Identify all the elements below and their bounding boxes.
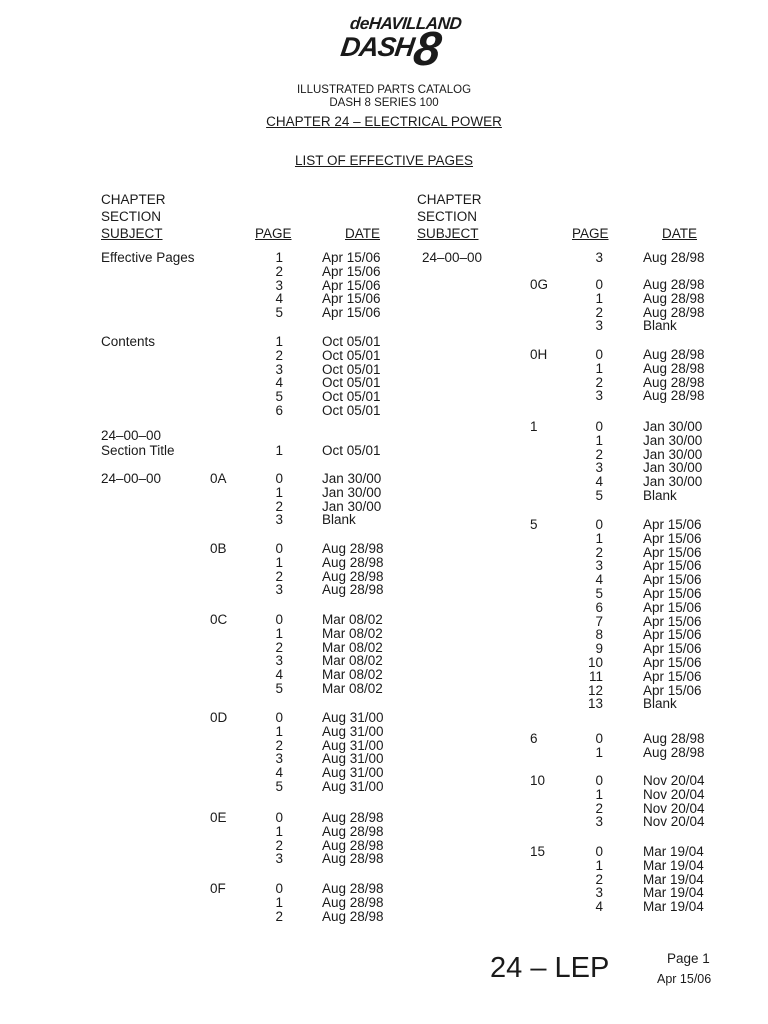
subject-label: 24–00–00 (422, 250, 483, 265)
page-date: Apr 15/06 (643, 613, 702, 629)
page-date: Aug 28/98 (322, 810, 384, 825)
header-page: PAGE (572, 226, 609, 241)
page-number: 0 (595, 773, 603, 788)
page-number: 0 (275, 881, 283, 896)
page-date: Mar 08/02 (322, 681, 383, 696)
section-label: 0A (210, 471, 227, 486)
page-date: Apr 15/06 (322, 277, 381, 293)
page-number: 6 (595, 599, 603, 615)
page-number: 13 (587, 696, 603, 712)
page-number: 4 (595, 572, 603, 588)
page-date: Mar 08/02 (322, 612, 383, 627)
page-date: Aug 31/00 (322, 779, 384, 794)
right-header-date-wrap (662, 225, 697, 242)
page-number: 5 (275, 779, 283, 794)
page-date: Aug 31/00 (322, 737, 384, 753)
catalog-title: ILLUSTRATED PARTS CATALOG (296, 84, 472, 96)
logo-model-text: DASH (338, 32, 416, 62)
page-date: Apr 15/06 (643, 655, 702, 670)
subject-label: 24–00–00 (101, 428, 162, 443)
subject-label: Effective Pages (101, 250, 195, 265)
page-date: Jan 30/00 (643, 419, 703, 434)
page-number: 7 (595, 613, 603, 629)
header-subject: SUBJECT (417, 226, 479, 241)
subject-label: 24–00–00 (101, 471, 162, 486)
page-date: Aug 31/00 (322, 723, 384, 739)
page-date: Mar 19/04 (643, 885, 704, 901)
page-number: 2 (275, 347, 283, 363)
header-date: DATE (345, 226, 381, 241)
page-date: Aug 31/00 (322, 710, 384, 725)
page-date: Oct 05/01 (322, 361, 381, 377)
page-number: 3 (275, 361, 283, 377)
page-date: Apr 15/06 (643, 627, 702, 643)
page-number: 3 (275, 851, 283, 867)
page-date: Aug 28/98 (643, 277, 705, 292)
page-date: Oct 05/01 (322, 375, 381, 391)
section-label: 0D (210, 710, 228, 725)
page-number: 3 (275, 512, 283, 528)
page-number: 12 (587, 682, 603, 698)
page-number: 1 (595, 360, 603, 376)
page-number: 2 (595, 374, 603, 390)
page-date: Jan 30/00 (643, 446, 703, 462)
page-number: 5 (275, 305, 283, 321)
page-date: Aug 28/98 (643, 731, 705, 746)
page-number: 2 (275, 837, 283, 853)
page-date: Mar 08/02 (322, 639, 383, 655)
subject-label: Section Title (101, 442, 175, 458)
page-date: Blank (643, 488, 677, 503)
page-date: Aug 28/98 (322, 851, 384, 867)
page-number: 1 (275, 894, 283, 910)
page-number: 5 (595, 488, 603, 503)
section-label: 0E (210, 810, 227, 825)
page-number: 3 (275, 751, 283, 767)
page-date: Apr 15/06 (322, 305, 381, 321)
page-date: Aug 28/98 (322, 582, 384, 598)
page-date: Apr 15/06 (643, 572, 702, 588)
page-date: Oct 05/01 (322, 334, 381, 349)
page-date: Mar 19/04 (643, 857, 704, 873)
left-header-date-wrap (345, 225, 380, 242)
page-number: 2 (595, 544, 603, 560)
page-date: Oct 05/01 (322, 389, 381, 405)
page-date: Apr 15/06 (643, 517, 702, 532)
page-number: 4 (275, 291, 283, 307)
page-number: 2 (275, 908, 283, 924)
left-header-page-wrap (255, 225, 292, 242)
page-number: 1 (275, 625, 283, 641)
page-date: Oct 05/01 (322, 347, 381, 363)
page-date: Nov 20/04 (643, 814, 705, 830)
page-number: 1 (275, 823, 283, 839)
right-column-header-subject (417, 191, 482, 242)
page-date: Aug 31/00 (322, 751, 384, 767)
page-date: Aug 28/98 (643, 304, 705, 320)
page-number: 10 (587, 655, 603, 670)
page-number: 1 (275, 723, 283, 739)
page-date: Jan 30/00 (322, 498, 382, 514)
page-date: Aug 28/98 (643, 250, 705, 265)
page-number: 4 (275, 765, 283, 781)
page-date: Aug 28/98 (322, 894, 384, 910)
page-date: Jan 30/00 (643, 460, 703, 476)
section-label: 0G (530, 277, 549, 292)
page-number: 4 (275, 667, 283, 683)
page-date: Mar 08/02 (322, 667, 383, 683)
page-number: 1 (275, 442, 283, 458)
page-date: Apr 15/06 (643, 641, 702, 657)
page-date: Jan 30/00 (322, 484, 382, 500)
page-number: 1 (275, 334, 283, 349)
page-date: Nov 20/04 (643, 786, 705, 802)
page-number: 2 (275, 639, 283, 655)
header-page: PAGE (255, 226, 292, 241)
page-date: Blank (643, 696, 677, 712)
page-date: Aug 28/98 (643, 347, 705, 362)
page-date: Aug 28/98 (322, 823, 384, 839)
footer-date: Apr 15/06 (657, 972, 712, 986)
page-number: 8 (595, 627, 603, 643)
page-date: Blank (322, 512, 356, 528)
page-number: 3 (275, 277, 283, 293)
page-number: 3 (595, 250, 603, 265)
section-label: 0H (530, 347, 548, 362)
section-label: 0C (210, 612, 228, 627)
page-number: 5 (275, 389, 283, 405)
page-date: Mar 08/02 (322, 625, 383, 641)
section-label: 0F (210, 881, 226, 896)
page-number: 3 (595, 885, 603, 901)
page-number: 0 (595, 844, 603, 859)
page-date: Aug 28/98 (322, 908, 384, 924)
page-date: Apr 15/06 (322, 250, 381, 265)
page-date: Nov 20/04 (643, 800, 705, 816)
page-date: Apr 15/06 (322, 263, 381, 279)
page-number: 2 (595, 446, 603, 462)
page-number: 6 (275, 403, 283, 418)
page-number: 1 (275, 484, 283, 500)
page-number: 0 (595, 347, 603, 362)
page-date: Oct 05/01 (322, 442, 381, 458)
page-number: 1 (595, 786, 603, 802)
page-number: 1 (595, 530, 603, 546)
page-number: 0 (275, 541, 283, 556)
section-label: 1 (530, 419, 538, 434)
right-header-page-wrap (572, 225, 609, 242)
page-number: 2 (595, 871, 603, 887)
page-number: 2 (595, 800, 603, 816)
page-number: 2 (275, 737, 283, 753)
page-number: 0 (595, 517, 603, 532)
page-number: 3 (595, 318, 603, 334)
page-date: Jan 30/00 (643, 432, 703, 448)
page-date: Apr 15/06 (643, 668, 702, 684)
section-label: 6 (530, 731, 538, 746)
page-date: Aug 28/98 (322, 568, 384, 584)
page-date: Apr 15/06 (643, 599, 702, 615)
page-number: 2 (275, 568, 283, 584)
page-number: 3 (595, 814, 603, 830)
left-column-header-subject (101, 191, 166, 242)
subject-label: Contents (101, 334, 156, 349)
page-date: Aug 28/98 (322, 837, 384, 853)
page-date: Apr 15/06 (643, 586, 702, 601)
header-date: DATE (662, 226, 698, 241)
page-number: 0 (595, 731, 603, 746)
page-number: 3 (595, 558, 603, 574)
list-title: LIST OF EFFECTIVE PAGES (294, 153, 474, 168)
section-label: 0B (210, 541, 227, 556)
logo-brand-text: deHAVILLAND (349, 14, 463, 33)
page-date: Apr 15/06 (643, 530, 702, 546)
page-number: 1 (275, 554, 283, 570)
page-number: 0 (275, 471, 283, 486)
page-date: Apr 15/06 (322, 291, 381, 307)
page-number: 1 (595, 857, 603, 873)
page-number: 4 (595, 899, 603, 915)
page-date: Jan 30/00 (322, 471, 382, 486)
page-number: 2 (275, 498, 283, 514)
page-date: Aug 28/98 (643, 290, 705, 306)
logo-model-number: 8 (410, 23, 445, 76)
page-number: 0 (275, 810, 283, 825)
page-number: 2 (595, 304, 603, 320)
page-date: Aug 28/98 (643, 744, 705, 760)
page-number: 3 (275, 582, 283, 598)
series-title: DASH 8 SERIES 100 (329, 97, 439, 109)
page-date: Aug 28/98 (643, 360, 705, 376)
page-date: Aug 31/00 (322, 765, 384, 781)
page-date: Oct 05/01 (322, 403, 381, 418)
header-chapter: CHAPTER (417, 192, 482, 207)
page-number: 3 (595, 460, 603, 476)
page-number: 5 (275, 681, 283, 696)
page-number: 1 (275, 250, 283, 265)
page-number: 1 (595, 432, 603, 448)
page-number: 3 (275, 653, 283, 669)
page-number: 0 (595, 277, 603, 292)
page-number: 0 (595, 419, 603, 434)
header-section: SECTION (417, 209, 478, 224)
page-date: Apr 15/06 (643, 544, 702, 560)
header-section: SECTION (101, 209, 162, 224)
page-number: 11 (588, 668, 603, 684)
page-number: 9 (595, 641, 603, 657)
page-number: 5 (595, 586, 603, 601)
page-date: Mar 19/04 (643, 844, 704, 859)
page-date: Mar 08/02 (322, 653, 383, 669)
footer-page-number: Page 1 (667, 951, 710, 966)
page-date: Apr 15/06 (643, 682, 702, 698)
page-date: Blank (643, 318, 677, 334)
page-date: Mar 19/04 (643, 899, 704, 915)
page-date: Jan 30/00 (643, 474, 703, 490)
chapter-title: CHAPTER 24 – ELECTRICAL POWER (266, 114, 502, 129)
page-number: 4 (275, 375, 283, 391)
page-date: Aug 28/98 (643, 374, 705, 390)
page-date: Aug 28/98 (322, 554, 384, 570)
page-number: 0 (275, 710, 283, 725)
page-date: Aug 28/98 (322, 541, 384, 556)
header-chapter: CHAPTER (101, 192, 166, 207)
page-date: Nov 20/04 (643, 773, 705, 788)
page-number: 1 (595, 744, 603, 760)
section-label: 5 (530, 517, 538, 532)
page-date: Apr 15/06 (643, 558, 702, 574)
page-number: 4 (595, 474, 603, 490)
dehavilland-dash8-logo (0, 14, 768, 76)
footer-chapter-code: 24 – LEP (490, 952, 610, 984)
section-label: 10 (530, 773, 546, 788)
page-number: 0 (275, 612, 283, 627)
page-date: Aug 28/98 (322, 881, 384, 896)
header-subject: SUBJECT (101, 226, 163, 241)
page-number: 1 (595, 290, 603, 306)
page-number: 2 (275, 263, 283, 279)
page-date: Aug 28/98 (643, 388, 705, 404)
page-date: Mar 19/04 (643, 871, 704, 887)
section-label: 15 (530, 844, 546, 859)
page-number: 3 (595, 388, 603, 404)
